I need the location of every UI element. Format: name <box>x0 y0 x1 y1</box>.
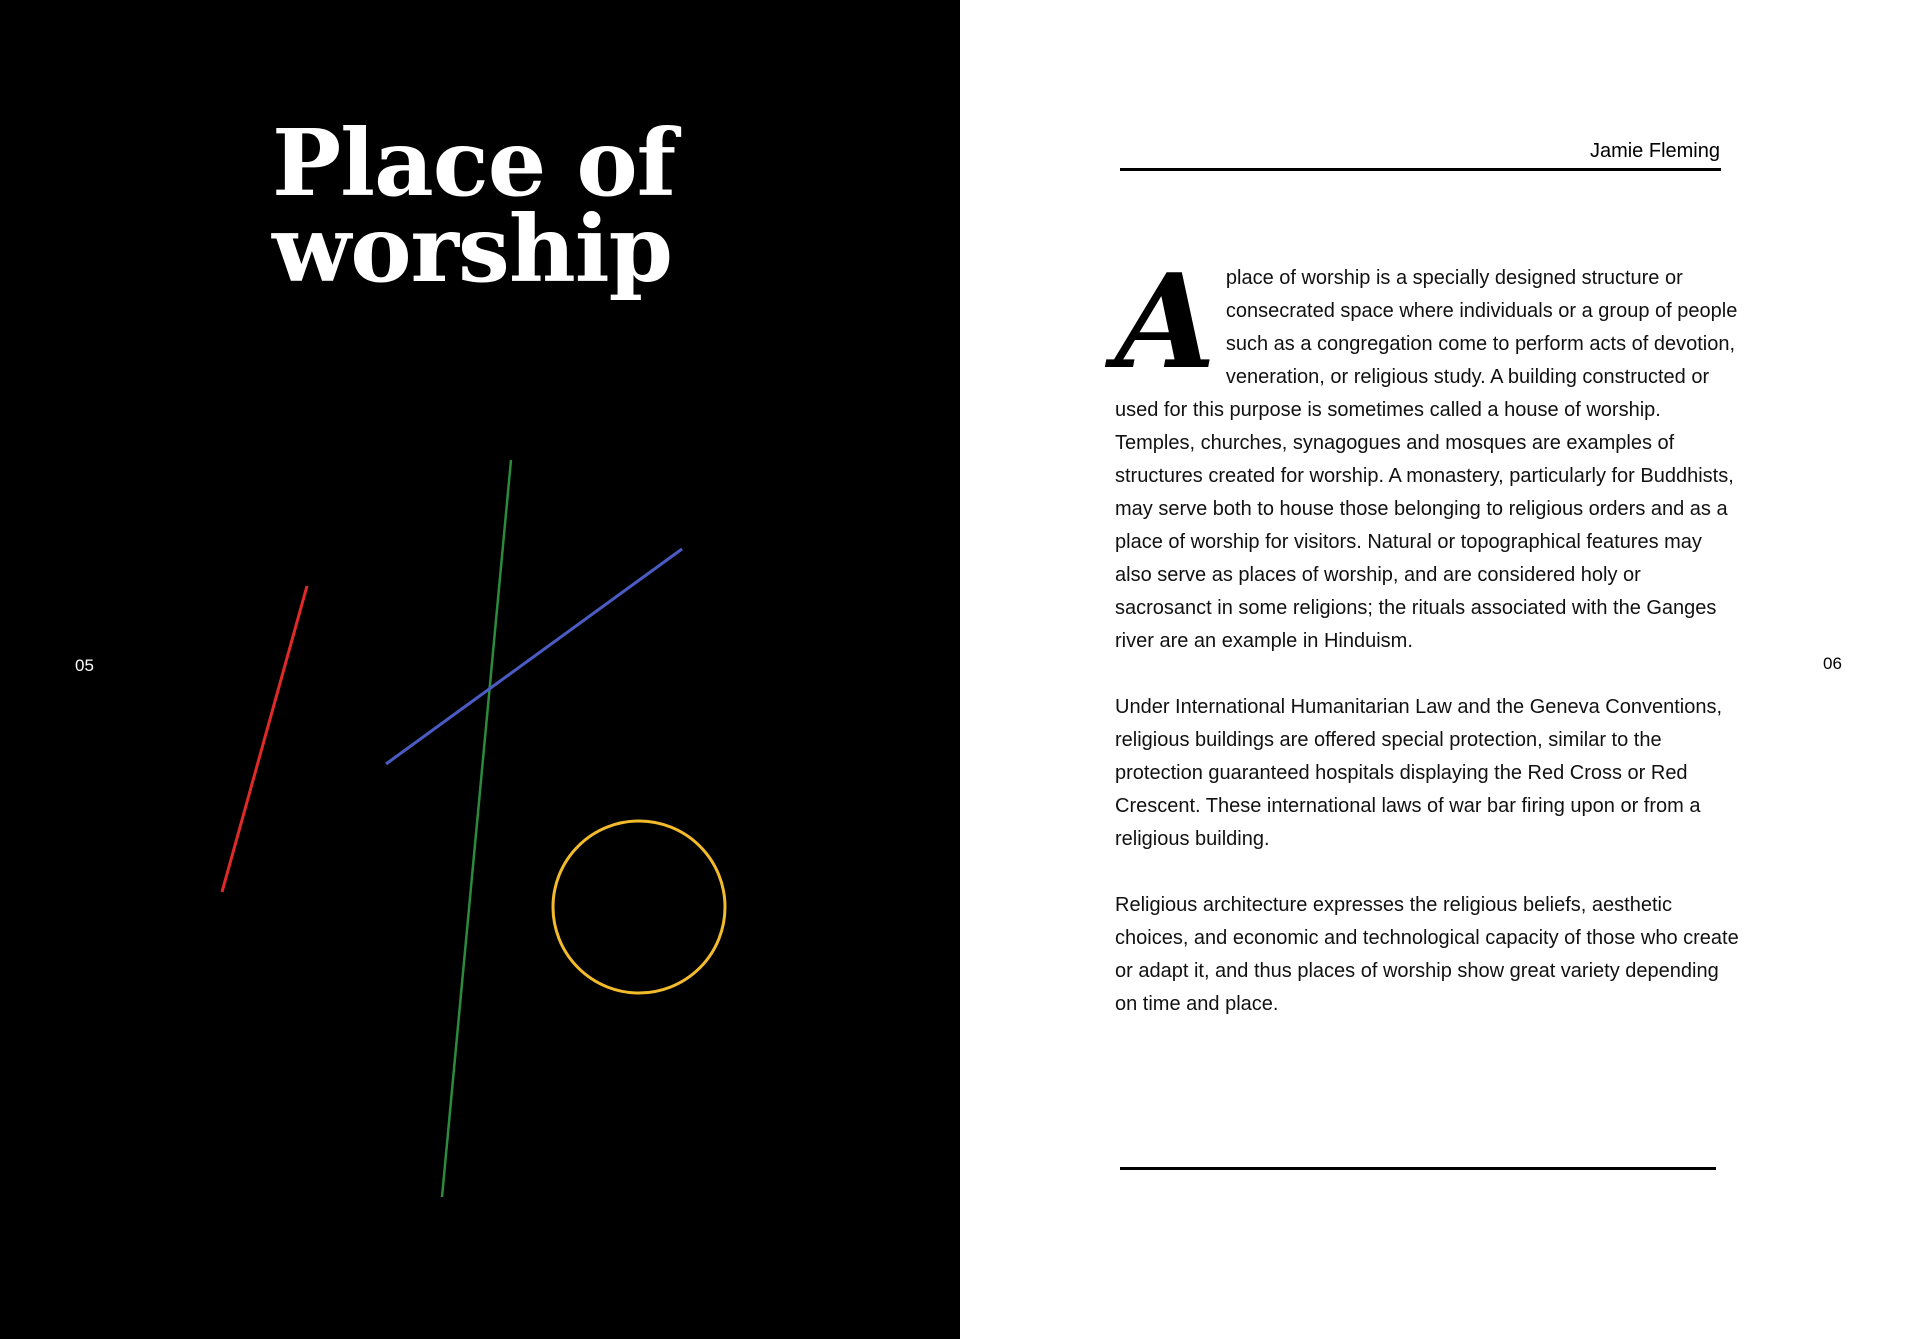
right-page <box>960 0 1920 1339</box>
page-number-right: 06 <box>1823 654 1842 673</box>
yellow-circle <box>553 821 725 993</box>
paragraph-3: Religious architecture expresses the religious beliefs, aesthetic choices, and economic and technological capacity of those who create or adapt it, and thus places of worship show great variety depending on time and place. <box>1115 894 1739 1015</box>
blue-line <box>386 549 682 764</box>
title-line-2: worship <box>272 195 672 303</box>
bottom-rule <box>1120 1167 1716 1170</box>
title-line-1: Place of <box>272 109 676 217</box>
article-body <box>1115 245 1740 1054</box>
page-number-left: 05 <box>75 656 94 675</box>
paragraph-2: Under International Humanitarian Law and the Geneva Conventions, religious buildings are offered special protection, similar to the protection guaranteed hospitals displaying the Red Cross or Red Crescent. These international laws of war bar firing upon or from a religious building. <box>1115 696 1723 850</box>
top-rule <box>1120 168 1721 171</box>
green-line <box>442 460 511 1197</box>
author-name: Jamie Fleming <box>1589 140 1720 162</box>
paragraph-1-text: place of worship is a specially designed structure or consecrated space where individuals or a group of people such as a congregation come to perform acts of devotion, veneration, or religious study. A building constructed or used for this purpose is sometimes called a house of worship. Temples, churches, synagogues and mosques are examples of structures created for worship. A monastery, particularly for Buddhists, may serve both to house those belonging to religious orders and as a place of worship for visitors. Natural or topographical features may also serve as places of worship, and are considered holy or sacrosanct in some religions; the rituals associated with the Ganges river are an example in Hinduism. <box>1115 267 1738 652</box>
red-line <box>222 586 307 892</box>
drop-cap: A <box>1115 245 1216 398</box>
paragraph-1 <box>1115 245 1740 658</box>
